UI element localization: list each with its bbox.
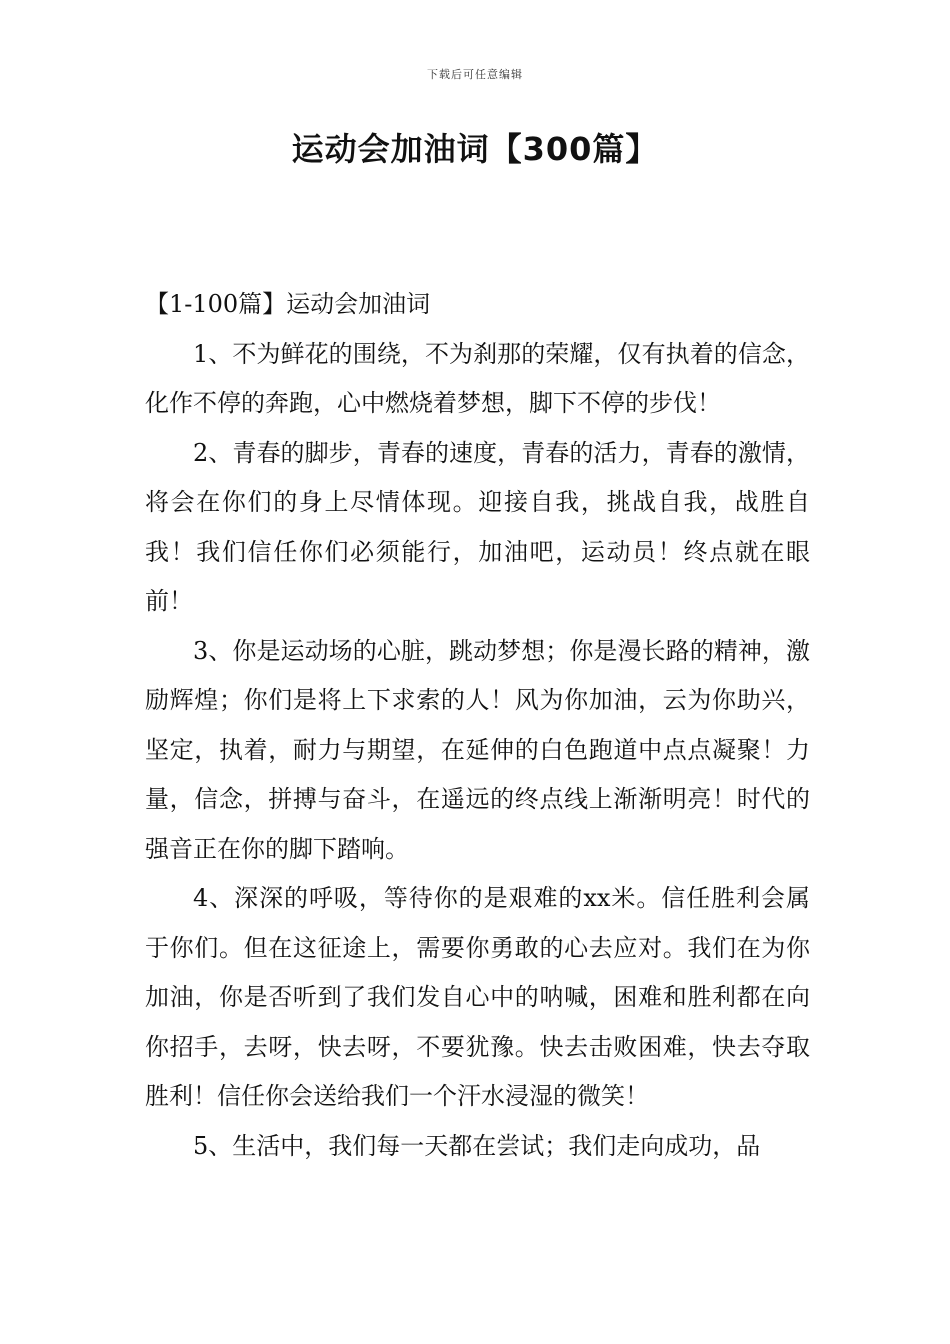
paragraph-1: 1、不为鲜花的围绕，不为刹那的荣耀，仅有执着的信念，化作不停的奔跑，心中燃烧着梦想，脚下不停的步伐！	[145, 339, 810, 417]
document-body	[145, 280, 810, 1171]
paragraph-2: 2、青春的脚步，青春的速度，青春的活力，青春的激情，将会在你们的身上尽情体现。迎接自我，挑战自我，战胜自我！我们信任你们必须能行，加油吧，运动员！终点就在眼前！	[145, 438, 810, 615]
paragraph-5: 5、生活中，我们每一天都在尝试；我们走向成功，品	[193, 1131, 761, 1160]
paragraph-3: 3、你是运动场的心脏，跳动梦想；你是漫长路的精神，激励辉煌；你们是将上下求索的人！风为你加油，云为你助兴，坚定，执着，耐力与期望，在延伸的白色跑道中点点凝聚！力量，信念，拼搏与奋斗，在遥远的终点线上渐渐明亮！时代的强音正在你的脚下踏响。	[145, 636, 810, 863]
paragraph-4: 4、深深的呼吸，等待你的是艰难的xx米。信任胜利会属于你们。但在这征途上，需要你勇敢的心去应对。我们在为你加油，你是否听到了我们发自心中的呐喊，困难和胜利都在向你招手，去呀，快去呀，不要犹豫。快去击败困难，快去夺取胜利！信任你会送给我们一个汗水浸湿的微笑！	[145, 884, 810, 1110]
document-title: 运动会加油词【300篇】	[291, 130, 659, 168]
section-heading: 【1-100篇】运动会加油词	[145, 290, 431, 318]
header-note: 下载后可任意编辑	[427, 68, 523, 81]
